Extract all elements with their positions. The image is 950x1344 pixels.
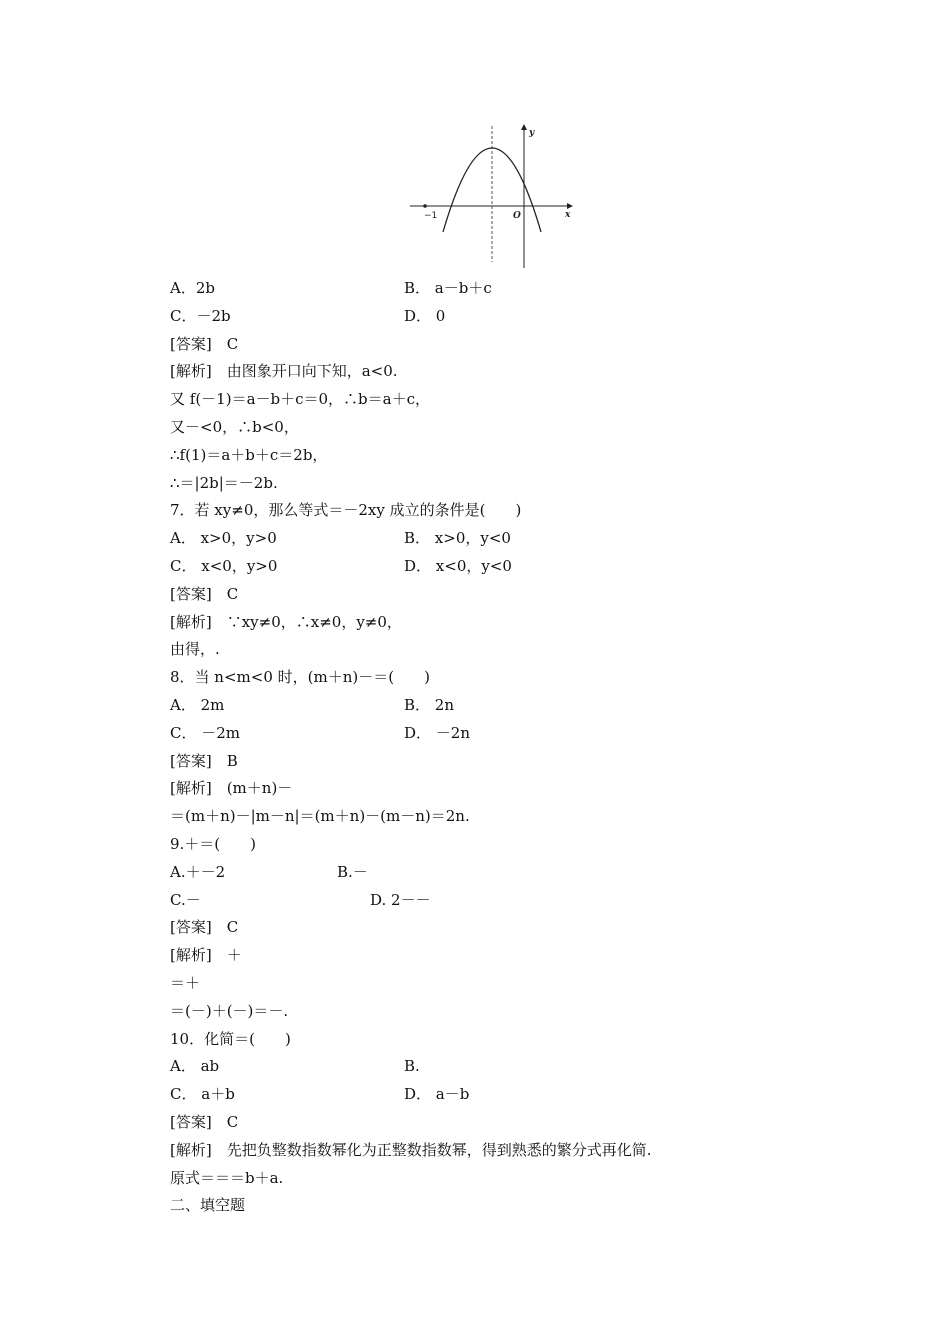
text-line: ∴f(1)＝a＋b＋c＝2b， bbox=[170, 446, 328, 464]
text-line: C． x<0，y>0 bbox=[170, 557, 278, 575]
text-line: [解析] ＋ bbox=[170, 946, 242, 964]
text-line: A． 2m bbox=[170, 696, 225, 714]
text-line: 又 f(－1)＝a－b＋c＝0，∴b＝a＋c， bbox=[170, 390, 431, 408]
text-line: 9.＋＝( ) bbox=[170, 835, 257, 853]
option-right: D． x<0，y<0 bbox=[404, 557, 512, 575]
text-line: C． －2m bbox=[170, 724, 241, 742]
text-line: A． ab bbox=[170, 1057, 220, 1075]
text-line: [解析] (m＋n)－ bbox=[170, 779, 293, 797]
text-line: 原式＝＝＝b＋a. bbox=[170, 1169, 284, 1187]
y-axis-arrow bbox=[521, 124, 527, 130]
text-line: ＝(m＋n)－|m－n|＝(m＋n)－(m－n)＝2n. bbox=[170, 807, 470, 825]
option-right: B． a－b＋c bbox=[404, 279, 492, 297]
text-line: [答案] C bbox=[170, 1113, 239, 1131]
text-line: [答案] C bbox=[170, 918, 239, 936]
parabola-curve bbox=[443, 148, 541, 232]
text-line: [答案] C bbox=[170, 585, 239, 603]
text-line: A．2b bbox=[170, 279, 215, 297]
text-line: A.＋－2 bbox=[170, 863, 226, 881]
parabola-figure bbox=[405, 120, 580, 270]
option-right: D. 2－－ bbox=[370, 891, 431, 909]
option-right: B. bbox=[404, 1057, 420, 1075]
text-line: ＝(－)＋(－)＝－. bbox=[170, 1002, 289, 1020]
text-line: 7．若 xy≠0，那么等式＝－2xy 成立的条件是( ) bbox=[170, 501, 522, 519]
text-line: C.－ bbox=[170, 891, 201, 909]
y-label: y bbox=[529, 128, 535, 138]
text-line: C． a＋b bbox=[170, 1085, 235, 1103]
option-right: B.－ bbox=[337, 863, 368, 881]
text-line: [解析] ∵xy≠0，∴x≠0，y≠0， bbox=[170, 613, 402, 631]
option-right: D． －2n bbox=[404, 724, 470, 742]
text-line: 二、填空题 bbox=[170, 1196, 246, 1214]
option-right: D． a－b bbox=[404, 1085, 470, 1103]
option-right: B． 2n bbox=[404, 696, 454, 714]
origin-label: O bbox=[513, 211, 521, 221]
root-point bbox=[423, 204, 427, 208]
text-line: 8．当 n<m<0 时，(m＋n)－＝( ) bbox=[170, 668, 430, 686]
text-line: [答案] C bbox=[170, 335, 239, 353]
text-line: A． x>0，y>0 bbox=[170, 529, 277, 547]
text-line: ＝＋ bbox=[170, 974, 201, 992]
text-line: 又－<0，∴b<0， bbox=[170, 418, 299, 436]
x-axis-arrow bbox=[567, 203, 573, 209]
root-label: −1 bbox=[424, 211, 438, 221]
text-line: C．－2b bbox=[170, 307, 231, 325]
text-line: [解析] 先把负整数指数幂化为正整数指数幂，得到熟悉的繁分式再化简. bbox=[170, 1141, 652, 1159]
text-line: [答案] B bbox=[170, 752, 238, 770]
option-right: B． x>0，y<0 bbox=[404, 529, 511, 547]
text-line: [解析] 由图象开口向下知，a<0. bbox=[170, 362, 398, 380]
text-line: 由得，. bbox=[170, 640, 220, 658]
text-line: 10．化简＝( ) bbox=[170, 1030, 291, 1048]
text-line: ∴＝|2b|＝－2b. bbox=[170, 474, 278, 492]
option-right: D． 0 bbox=[404, 307, 446, 325]
x-label: x bbox=[565, 210, 571, 220]
